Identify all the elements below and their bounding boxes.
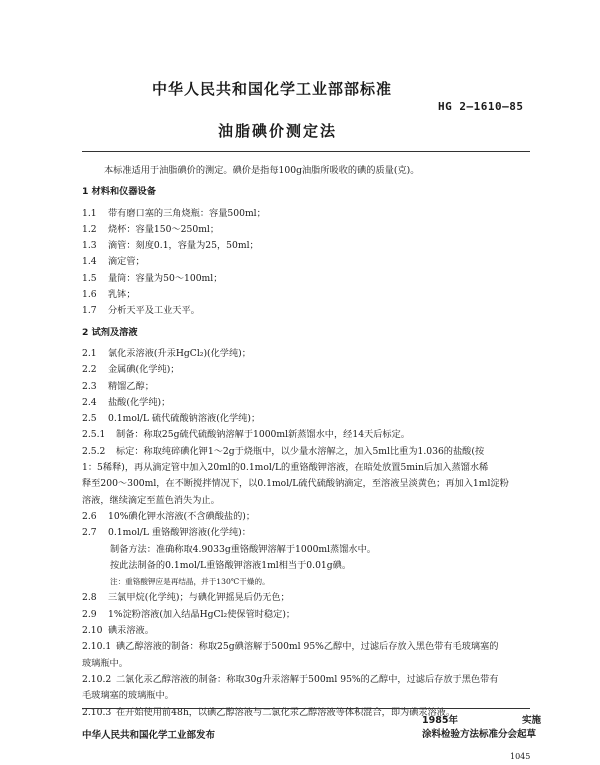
item-2-10-3: 2.10.3 在开始使用前48h，以碘乙醇溶液与二氯化汞乙醇溶液等体积混合，即为碘汞溶液。: [82, 706, 456, 718]
section-2-list-b: [82, 590, 530, 639]
item-1-3: 1.3 滴管：刻度0.1，容量为25，50ml；: [82, 240, 259, 252]
item-2-5-1: 2.5.1 制备：称取25g硫代硫酸钠溶解于1000ml新蒸馏水中，经14天后标定。: [82, 429, 410, 441]
item-2-10: 2.10 碘汞溶液。: [82, 625, 154, 637]
header-rule: [82, 151, 530, 152]
item-2-3: 2.3 精馏乙醇；: [82, 380, 154, 392]
section-2-heading: 2 试剂及溶液: [82, 326, 138, 338]
issuing-authority: 中华人民共和国化学工业部部标准: [152, 80, 393, 98]
footer-rule: [82, 708, 530, 709]
item-2-5-2-line-3: 释至200～300ml，在不断搅拌情况下，以0.1mol/L硫代硫酸钠滴定，至溶液呈淡黄色；再加入1ml淀粉: [82, 478, 509, 490]
item-2-5-2-line-4: 溶液，继续滴定至蓝色消失为止。: [82, 494, 220, 506]
item-2-9: 2.9 1%淀粉溶液(加入结晶HgCl₂使保管时稳定)；: [82, 608, 296, 620]
page-number: 1045: [510, 752, 531, 761]
item-2-5: 2.5 0.1mol/L 硫代硫酸钠溶液(化学纯)；: [82, 413, 261, 425]
footer-date: 1985年 实施: [422, 712, 458, 726]
item-2-7-equivalent: 按此法制备的0.1mol/L重铬酸钾溶液1ml相当于0.01g碘。: [110, 559, 352, 571]
item-1-1: 1.1 带有磨口塞的三角烧瓶：容量500ml；: [82, 207, 266, 219]
item-2-10-2-line-2: 毛玻璃塞的玻璃瓶中。: [82, 690, 174, 702]
standard-code: HG 2—1610—85: [438, 100, 524, 113]
item-1-5: 1.5 量筒：容量为50～100ml；: [82, 272, 223, 284]
section-1-heading: 1 材料和仪器设备: [82, 186, 156, 198]
section-1-list: [82, 206, 530, 320]
item-1-6: 1.6 乳钵；: [82, 289, 136, 301]
item-2-5-2: 2.5.2 标定：称取纯碎碘化钾1～2g于烧瓶中，以少量水溶解之，加入5ml比重为1.036的盐酸(按: [82, 445, 485, 457]
section-2-list-a: [82, 346, 530, 427]
footer-issuer: 中华人民共和国化学工业部发布: [82, 730, 216, 741]
intro-paragraph: 本标准适用于油脂碘价的测定。碘价是指每100g油脂所吸收的碘的质量(克)。: [104, 165, 420, 176]
footer-implement: 实施: [522, 715, 542, 726]
document-body: [82, 163, 530, 721]
item-2-5-2-line-2: 1：5稀释)，再从滴定管中加入20ml的0.1mol/L的重铬酸钾溶液，在暗处放置5min后加入蒸馏水稀: [82, 462, 489, 474]
item-2-10-1-line-2: 玻璃瓶中。: [82, 657, 128, 669]
item-2-10-1: 2.10.1 碘乙醇溶液的制备：称取25g碘溶解于500ml 95%乙醇中，过滤后存放入黑色带有毛玻璃塞的: [82, 641, 499, 653]
item-2-4: 2.4 盐酸(化学纯)；: [82, 396, 171, 408]
item-2-8: 2.8 三氯甲烷(化学纯)；与碘化钾摇晃后仍无色；: [82, 592, 290, 604]
item-1-7: 1.7 分析天平及工业天平。: [82, 305, 200, 317]
item-2-7: 2.7 0.1mol/L 重铬酸钾溶液(化学纯)：: [82, 527, 251, 539]
item-2-2: 2.2 金属碘(化学纯)；: [82, 364, 180, 376]
item-1-2: 1.2 烧杯：容量150～250ml；: [82, 223, 220, 235]
item-2-10-2: 2.10.2 二氯化汞乙醇溶液的制备：称取30g升汞溶解于500ml 95%的乙醇中，过滤后存放于黑色带有: [82, 673, 499, 685]
item-2-7-note: 注：重铬酸钾应是再结晶，并于130℃干燥的。: [110, 577, 270, 587]
item-2-6: 2.6 10%碘化钾水溶液(不含碘酸盐的)；: [82, 510, 256, 522]
item-1-4: 1.4 滴定管；: [82, 256, 145, 268]
document-title: 油脂碘价测定法: [218, 122, 338, 140]
item-2-7-prep: 制备方法：准确称取4.9033g重铬酸钾溶解于1000ml蒸馏水中。: [110, 543, 376, 555]
footer-drafter: 涂料检验方法标准分会起草: [422, 729, 537, 740]
item-2-1: 2.1 氯化汞溶液(升汞HgCl₂)(化学纯)；: [82, 347, 251, 359]
